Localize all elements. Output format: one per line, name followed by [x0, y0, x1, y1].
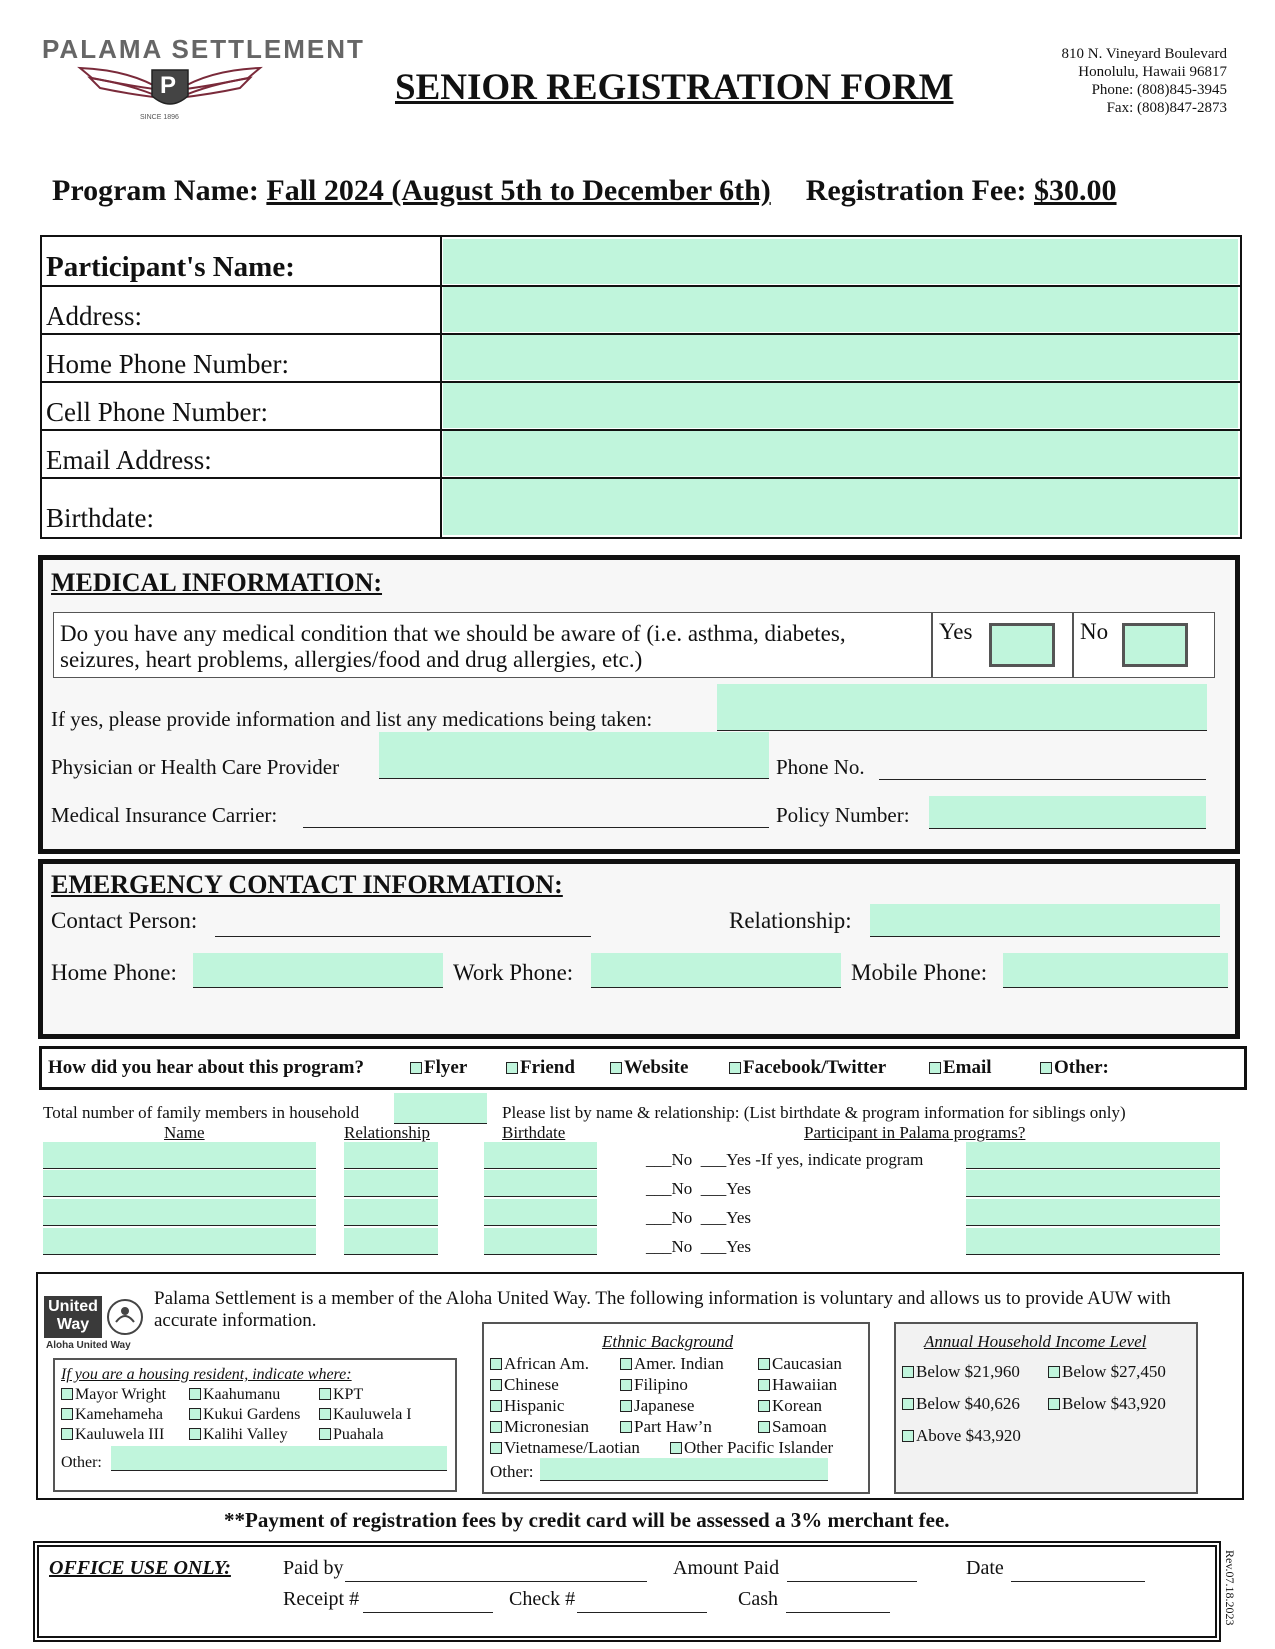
checkbox-icon	[620, 1358, 632, 1370]
checkbox-icon	[189, 1388, 201, 1400]
col-birthdate: Birthdate	[502, 1123, 566, 1142]
amount-paid-label: Amount Paid	[673, 1557, 780, 1579]
program-name-label: Program Name	[52, 174, 249, 207]
ethnic-option[interactable]: Part Haw’n	[620, 1417, 712, 1437]
family-birthdate-field[interactable]	[484, 1142, 597, 1169]
ethnic-option[interactable]: African Am.	[490, 1354, 589, 1374]
housing-box	[53, 1358, 457, 1492]
checkbox-icon	[1048, 1398, 1060, 1410]
united-way-logo	[44, 1296, 144, 1351]
ethnic-box	[482, 1322, 870, 1494]
income-option[interactable]: Below $21,960	[902, 1362, 1020, 1382]
no-label: No	[1080, 619, 1109, 644]
mobile-phone-label: Mobile Phone:	[851, 960, 988, 985]
insurance-field[interactable]	[303, 803, 769, 828]
hear-option-email[interactable]: Email	[929, 1057, 992, 1079]
family-program-field[interactable]	[966, 1228, 1220, 1255]
family-relationship-field[interactable]	[344, 1142, 438, 1169]
ethnic-option[interactable]: Korean	[758, 1396, 822, 1416]
office-section	[33, 1541, 1221, 1642]
checkbox-icon	[319, 1388, 331, 1400]
address-line: Honolulu, Hawaii 96817	[1078, 64, 1227, 80]
physician-label: Physician or Health Care Provider	[51, 755, 340, 779]
work-phone-field[interactable]	[591, 953, 841, 988]
income-option[interactable]: Below $40,626	[902, 1394, 1020, 1414]
checkbox-icon	[490, 1421, 502, 1433]
ethnic-option[interactable]: Japanese	[620, 1396, 694, 1416]
org-logo	[40, 34, 365, 124]
home-phone-field[interactable]	[193, 953, 443, 988]
family-total-field[interactable]	[394, 1093, 487, 1124]
physician-phone-field[interactable]	[879, 755, 1206, 780]
participant-name-label: Participant's Name:	[46, 251, 295, 283]
cell-phone-field[interactable]	[443, 383, 1238, 428]
program-name-value: Fall 2024 (August 5th to December 6th)	[266, 174, 771, 207]
checkbox-icon	[1048, 1366, 1060, 1378]
checkbox-icon	[758, 1400, 770, 1412]
checkbox-icon	[506, 1062, 518, 1074]
medical-yes-checkbox[interactable]	[989, 623, 1055, 667]
mobile-phone-field[interactable]	[1003, 953, 1228, 988]
ethnic-option[interactable]: Micronesian	[490, 1417, 589, 1437]
medical-question-box	[53, 612, 1215, 678]
checkbox-icon	[902, 1430, 914, 1442]
checkbox-icon	[729, 1062, 741, 1074]
income-option[interactable]: Below $27,450	[1048, 1362, 1166, 1382]
family-birthdate-field[interactable]	[484, 1170, 597, 1197]
col-relationship: Relationship	[344, 1123, 430, 1142]
emergency-section	[38, 859, 1240, 1039]
check-field[interactable]	[577, 1588, 707, 1613]
housing-title: If you are a housing resident, indicate where:	[61, 1366, 352, 1383]
checkbox-icon	[620, 1400, 632, 1412]
family-relationship-field[interactable]	[344, 1199, 438, 1226]
email-field[interactable]	[443, 431, 1238, 476]
logo-letter: P	[160, 72, 177, 99]
family-program-field[interactable]	[966, 1199, 1220, 1226]
ethnic-option[interactable]: Amer. Indian	[620, 1354, 724, 1374]
hear-option-other[interactable]: Other:	[1040, 1057, 1109, 1079]
checkbox-icon	[758, 1421, 770, 1433]
birthdate-field[interactable]	[443, 479, 1238, 535]
checkbox-icon	[490, 1358, 502, 1370]
hear-option-website[interactable]: Website	[610, 1057, 688, 1079]
email-label: Email Address:	[46, 445, 212, 475]
medical-section	[38, 555, 1240, 854]
checkbox-icon	[490, 1442, 502, 1454]
logo-since: SINCE 1896	[140, 114, 179, 121]
income-box	[894, 1322, 1198, 1494]
address-line: 810 N. Vineyard Boulevard	[1061, 46, 1227, 62]
housing-option[interactable]: Mayor Wright	[61, 1386, 166, 1404]
family-total-label: Total number of family members in household	[43, 1103, 360, 1122]
program-line: Program Name: Fall 2024 (August 5th to December 6th) Registration Fee: $30.00	[52, 174, 1117, 207]
cash-field[interactable]	[786, 1588, 890, 1613]
hear-question: How did you hear about this program?	[48, 1057, 365, 1078]
checkbox-icon	[490, 1379, 502, 1391]
policy-label: Policy Number:	[776, 803, 910, 827]
ethnic-option[interactable]: Other Pacific Islander	[670, 1438, 833, 1458]
ethnic-option[interactable]: Filipino	[620, 1375, 688, 1395]
united-way-text: United Way	[44, 1296, 102, 1338]
housing-option[interactable]: Kamehameha	[61, 1406, 163, 1424]
united-way-sub: Aloha United Way	[46, 1340, 131, 1351]
address-line: Phone: (808)845-3945	[1091, 82, 1227, 98]
housing-option[interactable]: Kauluwela III	[61, 1426, 164, 1444]
participant-table	[40, 235, 1242, 539]
family-relationship-field[interactable]	[344, 1170, 438, 1197]
cash-label: Cash	[738, 1588, 778, 1610]
checkbox-icon	[189, 1428, 201, 1440]
emergency-title: EMERGENCY CONTACT INFORMATION:	[51, 870, 563, 899]
receipt-field[interactable]	[363, 1588, 493, 1613]
ethnic-option[interactable]: Hawaiian	[758, 1375, 837, 1395]
checkbox-icon	[319, 1408, 331, 1420]
checkbox-icon	[490, 1400, 502, 1412]
hear-option-friend[interactable]: Friend	[506, 1057, 575, 1079]
income-option[interactable]: Below $43,920	[1048, 1394, 1166, 1414]
org-name: PALAMA SETTLEMENT	[42, 34, 365, 64]
col-participant: Participant in Palama programs?	[804, 1123, 1026, 1142]
cell-phone-label: Cell Phone Number:	[46, 397, 268, 427]
birthdate-label: Birthdate:	[46, 503, 154, 533]
auw-intro: Palama Settlement is a member of the Aloha United Way. The following information is voluntary and allows us to provide AUW with accurate information.	[154, 1288, 1171, 1331]
ethnic-other-label: Other:	[490, 1462, 534, 1481]
hear-option-facebook[interactable]: Facebook/Twitter	[729, 1057, 886, 1079]
check-label: Check #	[509, 1588, 576, 1610]
contact-person-label: Contact Person:	[51, 908, 198, 933]
checkbox-icon	[758, 1358, 770, 1370]
medications-field[interactable]	[717, 684, 1207, 731]
checkbox-icon	[1040, 1062, 1052, 1074]
payment-note: **Payment of registration fees by credit card will be assessed a 3% merchant fee.	[224, 1508, 950, 1532]
checkbox-icon	[61, 1408, 73, 1420]
receipt-label: Receipt #	[283, 1588, 360, 1610]
income-title: Annual Household Income Level	[924, 1332, 1147, 1351]
checkbox-icon	[902, 1398, 914, 1410]
home-phone-field[interactable]	[443, 335, 1238, 380]
housing-other-field[interactable]	[111, 1446, 447, 1471]
medications-label: If yes, please provide information and list any medications being taken:	[51, 707, 653, 731]
family-name-field[interactable]	[43, 1170, 316, 1197]
ethnic-option[interactable]: Caucasian	[758, 1354, 842, 1374]
family-birthdate-field[interactable]	[484, 1199, 597, 1226]
address-label: Address:	[46, 301, 142, 331]
office-title: OFFICE USE ONLY:	[49, 1557, 231, 1579]
ethnic-option[interactable]: Hispanic	[490, 1396, 564, 1416]
family-participant-choice[interactable]: ___No ___Yes	[646, 1179, 752, 1198]
checkbox-icon	[620, 1379, 632, 1391]
housing-option[interactable]: Kaahumanu	[189, 1386, 280, 1404]
ethnic-other-field[interactable]	[540, 1458, 828, 1481]
checkbox-icon	[929, 1062, 941, 1074]
paid-by-field[interactable]	[345, 1557, 647, 1582]
participant-name-field[interactable]	[443, 239, 1238, 284]
ethnic-title: Ethnic Background	[602, 1332, 734, 1351]
family-birthdate-field[interactable]	[484, 1228, 597, 1255]
amount-paid-field[interactable]	[787, 1557, 917, 1582]
policy-field[interactable]	[929, 796, 1206, 829]
housing-option[interactable]: Kalihi Valley	[189, 1426, 288, 1444]
contact-person-field[interactable]	[215, 908, 591, 937]
family-participant-choice[interactable]: ___No ___Yes	[646, 1237, 752, 1256]
housing-option[interactable]: Kukui Gardens	[189, 1406, 300, 1424]
work-phone-label: Work Phone:	[453, 960, 574, 985]
checkbox-icon	[758, 1379, 770, 1391]
family-name-field[interactable]	[43, 1199, 316, 1226]
income-option[interactable]: Above $43,920	[902, 1426, 1021, 1446]
family-participant-choice[interactable]: ___No ___Yes	[646, 1208, 752, 1227]
housing-option[interactable]: KPT	[319, 1386, 363, 1404]
physician-field[interactable]	[379, 732, 769, 779]
checkbox-icon	[670, 1442, 682, 1454]
address-line: Fax: (808)847-2873	[1106, 100, 1227, 116]
checkbox-icon	[189, 1408, 201, 1420]
auw-section	[36, 1272, 1244, 1500]
home-phone-label: Home Phone Number:	[46, 349, 289, 379]
housing-option[interactable]: Kauluwela I	[319, 1406, 412, 1424]
ethnic-option[interactable]: Samoan	[758, 1417, 827, 1437]
form-title: SENIOR REGISTRATION FORM	[395, 67, 954, 108]
hear-option-flyer[interactable]: Flyer	[410, 1057, 467, 1079]
registration-fee-value: $30.00	[1034, 174, 1117, 207]
yes-label: Yes	[939, 619, 973, 644]
checkbox-icon	[620, 1421, 632, 1433]
checkbox-icon	[319, 1428, 331, 1440]
checkbox-icon	[610, 1062, 622, 1074]
date-field[interactable]	[1011, 1557, 1145, 1582]
family-relationship-field[interactable]	[344, 1228, 438, 1255]
family-participant-choice[interactable]: ___No ___Yes -If yes, indicate program	[646, 1150, 924, 1169]
revision-label: Rev.07.18.2023	[1223, 1550, 1237, 1626]
housing-other-label: Other:	[61, 1454, 102, 1471]
family-program-field[interactable]	[966, 1170, 1220, 1197]
registration-fee-label: Registration Fee:	[805, 174, 1027, 207]
relationship-label: Relationship:	[729, 908, 852, 933]
relationship-field[interactable]	[870, 904, 1220, 937]
col-name: Name	[164, 1123, 205, 1142]
checkbox-icon	[410, 1062, 422, 1074]
date-label: Date	[966, 1557, 1004, 1579]
checkbox-icon	[61, 1388, 73, 1400]
address-field[interactable]	[443, 287, 1238, 332]
family-program-field[interactable]	[966, 1142, 1220, 1169]
medical-title: MEDICAL INFORMATION:	[51, 568, 383, 597]
paid-by-label: Paid by	[283, 1557, 344, 1579]
housing-option[interactable]: Puahala	[319, 1426, 384, 1444]
home-phone-label: Home Phone:	[51, 960, 177, 985]
hear-about-section	[39, 1046, 1247, 1090]
united-way-hand-icon	[106, 1298, 144, 1336]
family-name-field[interactable]	[43, 1142, 316, 1169]
org-address	[1062, 45, 1227, 117]
medical-question: Do you have any medical condition that we should be aware of (i.e. asthma, diabetes, seizures, heart problems, allergies/food and drug allergies, etc.)	[60, 621, 846, 672]
family-list-label: Please list by name & relationship: (List birthdate & program information for siblings only)	[502, 1103, 1126, 1122]
ethnic-option[interactable]: Vietnamese/Laotian	[490, 1438, 640, 1458]
physician-phone-label: Phone No.	[776, 755, 865, 779]
insurance-label: Medical Insurance Carrier:	[51, 803, 278, 827]
checkbox-icon	[902, 1366, 914, 1378]
ethnic-option[interactable]: Chinese	[490, 1375, 559, 1395]
family-name-field[interactable]	[43, 1228, 316, 1255]
medical-no-checkbox[interactable]	[1122, 623, 1188, 667]
checkbox-icon	[61, 1428, 73, 1440]
